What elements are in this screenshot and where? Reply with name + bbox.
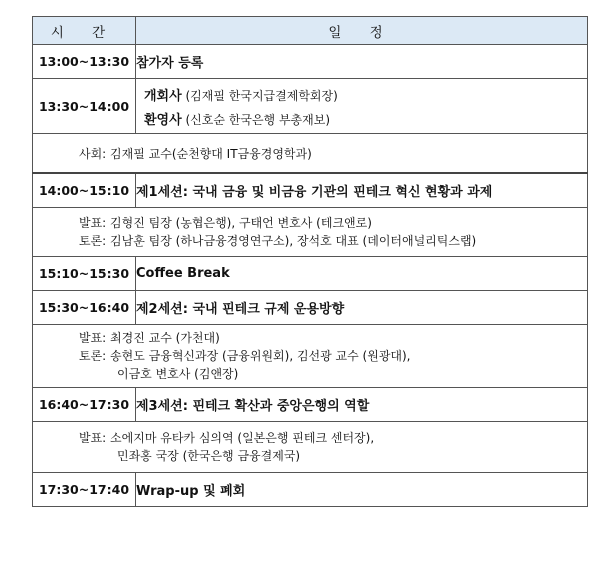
speech-speaker: (신호순 한국은행 부총재보) (181, 112, 331, 127)
session-speakers (33, 325, 588, 388)
time-cell: 15:10~15:30 (33, 257, 136, 291)
schedule-row-registration (33, 45, 588, 79)
schedule-row-session2 (33, 291, 588, 325)
speech-label: 개회사 (144, 88, 182, 104)
opening-speech-line (144, 85, 587, 104)
session-title: 제3세션: 핀테크 확산과 중앙은행의 역할 (136, 388, 588, 422)
time-cell: 15:30~16:40 (33, 291, 136, 325)
session-speakers (33, 208, 588, 257)
moderator-text: 사회: 김재필 교수(순천향대 IT금융경영학과) (33, 134, 588, 174)
presenter-line: 발표: 소에지마 유타카 심의역 (일본은행 핀테크 센터장), (79, 431, 375, 445)
welcome-speech-line (144, 109, 587, 128)
discussant-line: 토론: 송현도 금융혁신과장 (금융위원회), 김선광 교수 (원광대), (79, 349, 411, 363)
opening-speeches (136, 79, 588, 134)
schedule-row-session1-speakers (33, 208, 588, 257)
session-title: Wrap-up 및 폐회 (136, 473, 588, 507)
schedule-row-session1 (33, 173, 588, 208)
header-row (33, 17, 588, 45)
schedule-row-break (33, 257, 588, 291)
schedule-row-session3 (33, 388, 588, 422)
discussant-line-continued: 이금호 변호사 (김앤장) (117, 367, 239, 381)
presenter-line: 발표: 김형진 팀장 (농협은행), 구태언 변호사 (테크앤로) (79, 216, 372, 230)
speech-label: 환영사 (144, 112, 182, 128)
session-title: 제2세션: 국내 핀테크 규제 운용방향 (136, 291, 588, 325)
session-speakers (33, 422, 588, 473)
schedule-row-moderator (33, 134, 588, 174)
presenter-line-continued: 민좌홍 국장 (한국은행 금융결제국) (117, 449, 301, 463)
schedule-row-session2-speakers (33, 325, 588, 388)
header-time: 시 간 (33, 17, 136, 45)
schedule-row-session3-speakers (33, 422, 588, 473)
speech-speaker: (김재필 한국지급결제학회장) (181, 88, 338, 103)
schedule-row-closing (33, 473, 588, 507)
time-cell: 13:00~13:30 (33, 45, 136, 79)
time-cell: 16:40~17:30 (33, 388, 136, 422)
time-cell: 17:30~17:40 (33, 473, 136, 507)
schedule-row-opening (33, 79, 588, 134)
time-cell: 14:00~15:10 (33, 173, 136, 208)
presenter-line: 발표: 최경진 교수 (가천대) (79, 331, 220, 345)
session-title: 제1세션: 국내 금융 및 비금융 기관의 핀테크 혁신 현황과 과제 (136, 173, 588, 208)
session-title: 참가자 등록 (136, 45, 588, 79)
time-cell: 13:30~14:00 (33, 79, 136, 134)
header-schedule: 일 정 (136, 17, 588, 45)
schedule-table (32, 16, 588, 507)
session-title: Coffee Break (136, 257, 588, 291)
discussant-line: 토론: 김남훈 팀장 (하나금융경영연구소), 장석호 대표 (데이터애널리틱스랩) (79, 234, 477, 248)
